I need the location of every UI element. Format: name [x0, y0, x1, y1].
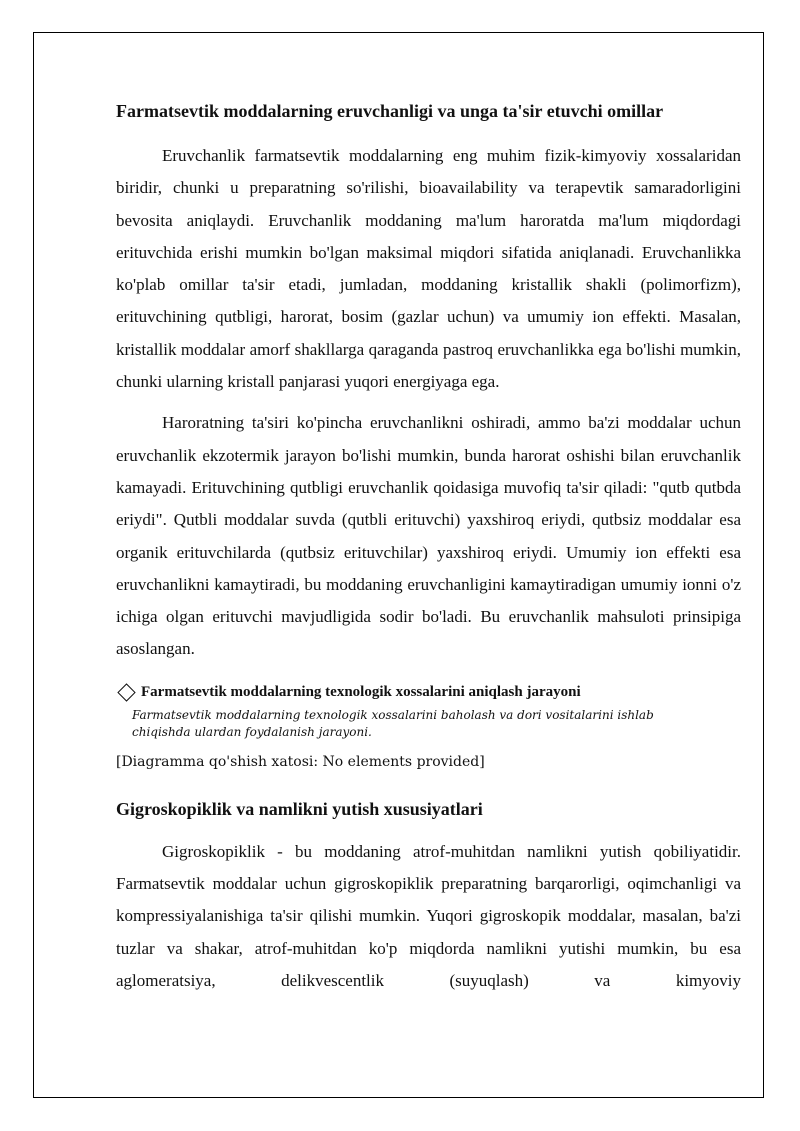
section-heading-solubility: Farmatsevtik moddalarning eruvchanligi va unga ta'sir etuvchi omillar: [116, 101, 664, 121]
document-content: [116, 98, 741, 1006]
diagram-title-text: Farmatsevtik moddalarning texnologik xossalarini aniqlash jarayoni: [141, 683, 581, 700]
diagram-caption-title: [116, 684, 741, 701]
diamond-icon: [117, 683, 135, 701]
paragraph: Haroratning ta'siri ko'pincha eruvchanlikni oshiradi, ammo ba'zi moddalar uchun eruvchanlik ekzotermik jarayon bo'lishi mumkin, bunda harorat oshishi bilan eruvchanlik kamayadi. Erituvchining qutbligi eruvchanlik qoidasiga muvofiq ta'sir qiladi: "qutb qutbda eriydi". Qutbli moddalar suvda (qutbli erituvchi) yaxshiroq eriydi, qutbsiz moddalar esa organik erituvchilarda (qutbsiz erituvchilar) yaxshiroq eriydi. Umumiy ion effekti esa eruvchanlikni kamaytiradi, bu moddaning eruvchanligini kamaytiradigan umumiy ionni o'z ichiga olgan erituvchi mavjudligida sodir bo'ladi. Bu eruvchanlik mahsuloti prinsipiga asoslangan.: [116, 413, 741, 659]
diagram-description: Farmatsevtik moddalarning texnologik xossalarini baholash va dori vositalarini ishlab chiqishda ulardan foydalanish jarayoni.: [132, 707, 654, 739]
paragraph: Gigroskopiklik - bu moddaning atrof-muhitdan namlikni yutish qobiliyatidir. Farmatsevtik moddalar uchun gigroskopiklik preparatning barqarorligi, oqimchanligi va kompressiyalanishiga ta'sir qilishi mumkin. Yuqori gigroskopik moddalar, masalan, ba'zi tuzlar va shakar, atrof-muhitdan ko'p miqdorda namlikni yutishi mumkin, bu esa aglomeratsiya, delikvescentlik (suyuqlash) va kimyoviy: [116, 841, 741, 990]
paragraph: Eruvchanlik farmatsevtik moddalarning eng muhim fizik-kimyoviy xossalaridan biridir, chunki u preparatning so'rilishi, bioavailability va terapevtik samaradorligini bevosita aniqlaydi. Eruvchanlik moddaning ma'lum haroratda ma'lum miqdordagi erituvchida erishi mumkin bo'lgan maksimal miqdori sifatida aniqlanadi. Eruvchanlikka ko'plab omillar ta'sir etadi, jumladan, moddaning kristallik shakli (polimorfizm), erituvchining qutbligi, harorat, bosim (gazlar uchun) va umumiy ion effekti. Masalan, kristallik moddalar amorf shakllarga qaraganda pastroq eruvchanlikka ega bo'lishi mumkin, chunki ularning kristall panjarasi yuqori energiyaga ega.: [116, 146, 741, 392]
section-heading-hygroscopicity: Gigroskopiklik va namlikni yutish xususiyatlari: [116, 798, 483, 819]
diagram-error-message: [Diagramma qo'shish xatosi: No elements provided]: [116, 753, 485, 770]
